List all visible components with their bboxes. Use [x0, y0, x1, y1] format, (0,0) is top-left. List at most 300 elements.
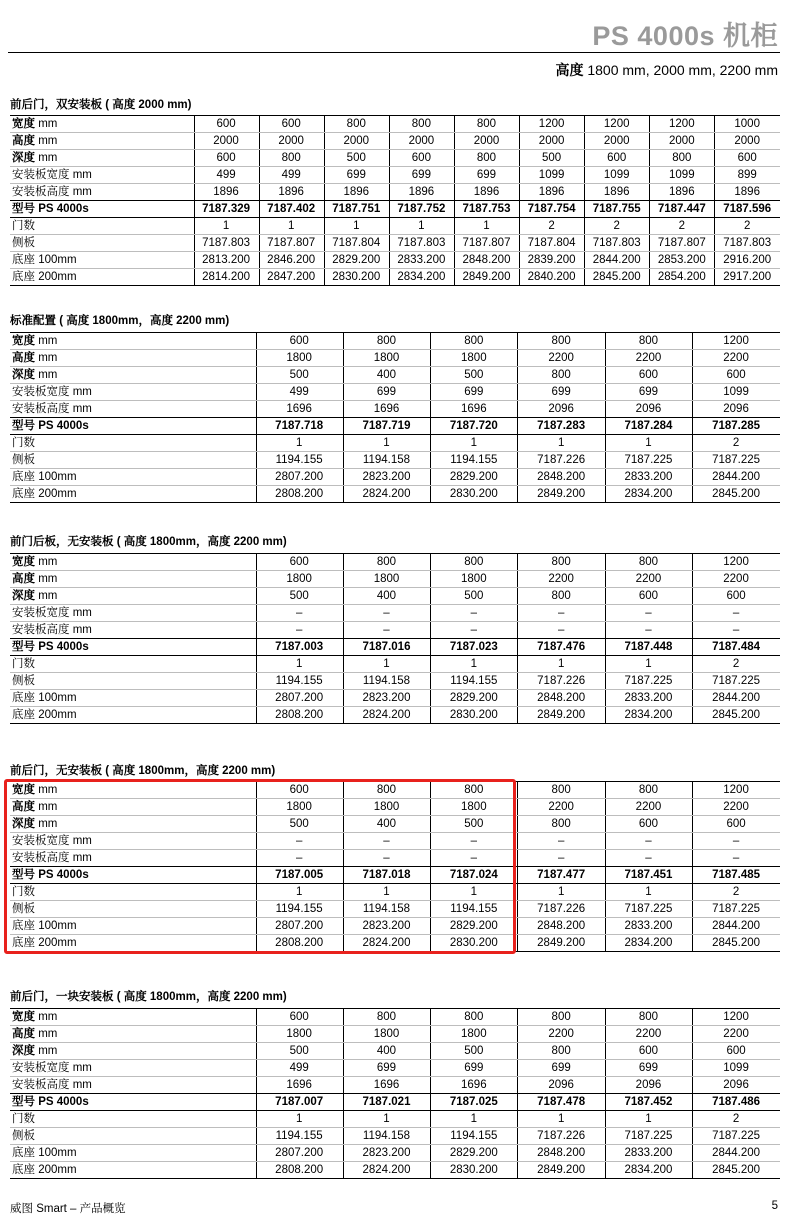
- row-unit: mm: [72, 852, 92, 864]
- table-cell: 600: [256, 782, 343, 799]
- table-cell: 699: [431, 384, 518, 401]
- table-cell: 500: [520, 150, 585, 167]
- row-unit: mm: [72, 1062, 92, 1074]
- table-cell: 7187.804: [520, 235, 585, 252]
- table-row: [10, 269, 780, 286]
- table-cell: 2: [585, 218, 650, 235]
- section-title: 前门后板，无安装板 ( 高度 1800mm，高度 2200 mm): [10, 536, 287, 548]
- table-cell: 800: [518, 554, 605, 571]
- table-row: [10, 435, 780, 452]
- table-cell: 800: [605, 333, 692, 350]
- table-cell: 2808.200: [256, 1162, 343, 1179]
- row-label-text: 底座 200mm: [12, 937, 77, 949]
- row-label-text: 安装板宽度: [12, 169, 70, 181]
- table-cell: 600: [693, 816, 780, 833]
- table-cell: 7187.024: [431, 867, 518, 884]
- footer-caption: 威图 Smart – 产品概览: [10, 1203, 126, 1215]
- row-label: [10, 690, 256, 707]
- row-label: [10, 1094, 256, 1111]
- table-cell: 2824.200: [343, 486, 430, 503]
- row-label-text: 底座 100mm: [12, 692, 77, 704]
- table-cell: 2829.200: [431, 918, 518, 935]
- table-cell: 2000: [585, 133, 650, 150]
- table-cell: 7187.225: [605, 673, 692, 690]
- table-cell: 2200: [605, 1026, 692, 1043]
- table-cell: 2829.200: [431, 469, 518, 486]
- table-cell: 500: [431, 816, 518, 833]
- table-row: [10, 452, 780, 469]
- table-cell: –: [605, 605, 692, 622]
- table-cell: 2916.200: [715, 252, 780, 269]
- table-cell: 7187.751: [324, 201, 389, 218]
- table-cell: 2: [693, 656, 780, 673]
- section-title: 前后门，无安装板 ( 高度 1800mm，高度 2200 mm): [10, 765, 276, 777]
- table-cell: 400: [343, 1043, 430, 1060]
- table-cell: –: [518, 605, 605, 622]
- table-cell: 2000: [194, 133, 259, 150]
- table-cell: 2846.200: [259, 252, 324, 269]
- table-cell: 2847.200: [259, 269, 324, 286]
- row-label-text: 底座 200mm: [12, 709, 77, 721]
- table-cell: 2845.200: [693, 1162, 780, 1179]
- table-row: [10, 367, 780, 384]
- table-row: [10, 690, 780, 707]
- table-cell: 2096: [605, 1077, 692, 1094]
- table-cell: 2848.200: [518, 918, 605, 935]
- table-cell: 7187.021: [343, 1094, 430, 1111]
- row-label: [10, 673, 256, 690]
- table-cell: –: [256, 833, 343, 850]
- table-cell: 499: [256, 384, 343, 401]
- table-cell: 800: [454, 150, 519, 167]
- table-cell: 7187.752: [389, 201, 454, 218]
- table-cell: 7187.719: [343, 418, 430, 435]
- row-unit: mm: [38, 1028, 58, 1040]
- row-label: [10, 435, 256, 452]
- table-cell: 7187.225: [605, 452, 692, 469]
- table-cell: 1: [259, 218, 324, 235]
- row-unit: mm: [72, 186, 92, 198]
- table-cell: 1800: [431, 1026, 518, 1043]
- table-row: [10, 486, 780, 503]
- row-label: [10, 401, 256, 418]
- table-cell: 1: [389, 218, 454, 235]
- table-cell: –: [343, 833, 430, 850]
- row-label: [10, 588, 256, 605]
- row-label-text: 底座 100mm: [12, 1147, 77, 1159]
- table-cell: 1194.158: [343, 1128, 430, 1145]
- table-row: [10, 235, 780, 252]
- table-cell: 7187.803: [389, 235, 454, 252]
- row-label-text: 宽度: [12, 1011, 35, 1023]
- table-row: [10, 333, 780, 350]
- table-cell: 800: [650, 150, 715, 167]
- row-unit: mm: [38, 784, 58, 796]
- table-cell: 600: [256, 554, 343, 571]
- table-cell: 800: [605, 782, 692, 799]
- table-cell: 2833.200: [605, 690, 692, 707]
- row-label: [10, 367, 256, 384]
- table-cell: 1: [343, 884, 430, 901]
- table-cell: 2849.200: [518, 707, 605, 724]
- table-cell: 2807.200: [256, 469, 343, 486]
- page-subtitle: [555, 60, 778, 80]
- row-label-text: 安装板宽度: [12, 1062, 70, 1074]
- table-cell: 699: [605, 384, 692, 401]
- table-cell: 2: [650, 218, 715, 235]
- table-cell: 1200: [693, 554, 780, 571]
- table-cell: 7187.226: [518, 1128, 605, 1145]
- table-cell: 2824.200: [343, 1162, 430, 1179]
- table-cell: 1200: [693, 782, 780, 799]
- row-label-text: 门数: [12, 437, 35, 449]
- table-cell: 2833.200: [389, 252, 454, 269]
- table-cell: 2200: [693, 799, 780, 816]
- row-unit: mm: [72, 624, 92, 636]
- table-cell: 800: [343, 333, 430, 350]
- row-label: [10, 1009, 256, 1026]
- table-cell: 2829.200: [431, 1145, 518, 1162]
- table-cell: 2200: [693, 1026, 780, 1043]
- table-cell: 7187.807: [259, 235, 324, 252]
- table-cell: –: [518, 833, 605, 850]
- table-cell: 7187.803: [194, 235, 259, 252]
- table-cell: 7187.718: [256, 418, 343, 435]
- row-label: [10, 150, 194, 167]
- table-cell: 500: [431, 588, 518, 605]
- table-cell: 600: [605, 367, 692, 384]
- table-cell: 699: [454, 167, 519, 184]
- subtitle-bold: 高度: [555, 62, 584, 78]
- row-label: [10, 269, 194, 286]
- table-cell: 1: [431, 656, 518, 673]
- row-label-text: 安装板高度: [12, 852, 70, 864]
- table-cell: 1800: [431, 571, 518, 588]
- table-cell: 1: [454, 218, 519, 235]
- row-label-text: 底座 200mm: [12, 271, 77, 283]
- table-cell: 2848.200: [454, 252, 519, 269]
- table-cell: 1800: [431, 350, 518, 367]
- table-cell: 1194.155: [431, 1128, 518, 1145]
- table-cell: 2849.200: [454, 269, 519, 286]
- table-cell: 7187.005: [256, 867, 343, 884]
- table-cell: 899: [715, 167, 780, 184]
- table-cell: 2839.200: [520, 252, 585, 269]
- table-cell: 2848.200: [518, 469, 605, 486]
- table-cell: 7187.025: [431, 1094, 518, 1111]
- table-cell: 7187.753: [454, 201, 519, 218]
- row-label: [10, 167, 194, 184]
- table-cell: 2844.200: [585, 252, 650, 269]
- table-cell: 7187.225: [693, 1128, 780, 1145]
- table-cell: 400: [343, 367, 430, 384]
- table-cell: 7187.023: [431, 639, 518, 656]
- table-cell: 1896: [715, 184, 780, 201]
- row-label-text: 侧板: [12, 237, 35, 249]
- table-cell: 2000: [650, 133, 715, 150]
- table-row: [10, 588, 780, 605]
- row-label-text: 底座 100mm: [12, 920, 77, 932]
- table-cell: 500: [431, 1043, 518, 1060]
- row-label-text: 门数: [12, 886, 35, 898]
- table-cell: 800: [431, 782, 518, 799]
- table-row: [10, 1060, 780, 1077]
- table-cell: 2808.200: [256, 707, 343, 724]
- row-unit: mm: [38, 118, 58, 130]
- table-cell: 800: [259, 150, 324, 167]
- table-cell: 2807.200: [256, 918, 343, 935]
- table-cell: 1696: [343, 1077, 430, 1094]
- table-row: [10, 605, 780, 622]
- table-cell: 2807.200: [256, 690, 343, 707]
- table-cell: 7187.485: [693, 867, 780, 884]
- table-row: [10, 1111, 780, 1128]
- table-cell: 699: [605, 1060, 692, 1077]
- row-label: [10, 235, 194, 252]
- table-cell: 600: [194, 150, 259, 167]
- row-label-text: 宽度: [12, 118, 35, 130]
- table-row: [10, 384, 780, 401]
- table-cell: 699: [343, 1060, 430, 1077]
- table-cell: 7187.448: [605, 639, 692, 656]
- table-cell: 600: [693, 1043, 780, 1060]
- table-cell: 800: [454, 116, 519, 133]
- table-row: [10, 1094, 780, 1111]
- section-title: 前后门，双安装板 ( 高度 2000 mm): [10, 99, 192, 111]
- table-cell: 1800: [256, 1026, 343, 1043]
- table-row: [10, 1077, 780, 1094]
- table-cell: 2823.200: [343, 469, 430, 486]
- table-cell: 1: [518, 884, 605, 901]
- table-cell: 2849.200: [518, 935, 605, 952]
- table-cell: 1194.155: [431, 901, 518, 918]
- table-cell: 1: [343, 435, 430, 452]
- table-cell: 1099: [693, 1060, 780, 1077]
- table-cell: 500: [431, 367, 518, 384]
- table-cell: 699: [518, 384, 605, 401]
- table-cell: 1: [256, 1111, 343, 1128]
- row-label-text: 安装板宽度: [12, 386, 70, 398]
- table-row: [10, 469, 780, 486]
- table-row: [10, 201, 780, 218]
- table-cell: 2844.200: [693, 1145, 780, 1162]
- table-cell: 1: [605, 1111, 692, 1128]
- table-cell: 600: [605, 588, 692, 605]
- row-unit: mm: [38, 1045, 58, 1057]
- row-unit: mm: [72, 169, 92, 181]
- table-cell: 7187.284: [605, 418, 692, 435]
- row-label-text: 侧板: [12, 454, 35, 466]
- table-cell: 500: [256, 588, 343, 605]
- table-row: [10, 571, 780, 588]
- table-cell: 600: [715, 150, 780, 167]
- table-cell: 7187.283: [518, 418, 605, 435]
- table-cell: 7187.451: [605, 867, 692, 884]
- table-cell: 800: [605, 1009, 692, 1026]
- table-row: [10, 133, 780, 150]
- section-title: 前后门，一块安装板 ( 高度 1800mm，高度 2200 mm): [10, 991, 287, 1003]
- table-cell: 699: [518, 1060, 605, 1077]
- table-cell: 1696: [256, 1077, 343, 1094]
- table-cell: 500: [256, 816, 343, 833]
- table-cell: –: [693, 622, 780, 639]
- row-label-text: 安装板高度: [12, 186, 70, 198]
- section-title: 标准配置 ( 高度 1800mm，高度 2200 mm): [10, 315, 230, 327]
- table-cell: 1896: [585, 184, 650, 201]
- table-cell: 2830.200: [431, 1162, 518, 1179]
- table-cell: 1099: [585, 167, 650, 184]
- table-cell: 600: [605, 1043, 692, 1060]
- row-label: [10, 1162, 256, 1179]
- table-cell: 2807.200: [256, 1145, 343, 1162]
- table-cell: 2845.200: [693, 486, 780, 503]
- table-cell: 7187.226: [518, 673, 605, 690]
- row-unit: mm: [38, 135, 58, 147]
- table-cell: 1: [605, 435, 692, 452]
- table-cell: 600: [389, 150, 454, 167]
- table-cell: 7187.803: [715, 235, 780, 252]
- table-cell: 1194.155: [431, 452, 518, 469]
- table-cell: 7187.486: [693, 1094, 780, 1111]
- table-cell: 2844.200: [693, 918, 780, 935]
- row-label-text: 底座 200mm: [12, 1164, 77, 1176]
- table-cell: 699: [324, 167, 389, 184]
- table-cell: –: [431, 622, 518, 639]
- table-cell: 7187.225: [693, 901, 780, 918]
- table-cell: 2200: [518, 1026, 605, 1043]
- row-label: [10, 1077, 256, 1094]
- table-cell: 2853.200: [650, 252, 715, 269]
- table-cell: 800: [389, 116, 454, 133]
- table-row: [10, 150, 780, 167]
- table-cell: 800: [431, 333, 518, 350]
- table-cell: 1896: [259, 184, 324, 201]
- row-label-text: 深度: [12, 152, 35, 164]
- table-cell: 1800: [256, 350, 343, 367]
- table-cell: 800: [324, 116, 389, 133]
- table-row: [10, 218, 780, 235]
- table-cell: 2844.200: [693, 469, 780, 486]
- table-cell: 2845.200: [693, 935, 780, 952]
- table-cell: 1: [194, 218, 259, 235]
- table-cell: 1099: [650, 167, 715, 184]
- table-cell: 1194.158: [343, 901, 430, 918]
- table-cell: 2096: [518, 401, 605, 418]
- table-cell: 1800: [256, 571, 343, 588]
- table-cell: 2096: [518, 1077, 605, 1094]
- table-cell: 7187.226: [518, 901, 605, 918]
- row-label-text: 门数: [12, 220, 35, 232]
- row-label: [10, 1060, 256, 1077]
- row-unit: mm: [38, 556, 58, 568]
- table-row: [10, 707, 780, 724]
- table-cell: 2200: [605, 350, 692, 367]
- table-cell: 2823.200: [343, 918, 430, 935]
- table-cell: –: [693, 605, 780, 622]
- table-cell: 2833.200: [605, 469, 692, 486]
- table-cell: –: [693, 850, 780, 867]
- table-cell: 2: [693, 1111, 780, 1128]
- table-cell: 7187.225: [693, 673, 780, 690]
- table-cell: 1696: [343, 401, 430, 418]
- table-cell: 600: [585, 150, 650, 167]
- table-cell: 1696: [256, 401, 343, 418]
- row-unit: mm: [38, 369, 58, 381]
- table-cell: 7187.596: [715, 201, 780, 218]
- row-unit: mm: [38, 152, 58, 164]
- table-cell: 800: [431, 1009, 518, 1026]
- table-cell: 7187.477: [518, 867, 605, 884]
- table-cell: 800: [518, 367, 605, 384]
- row-label-text: 底座 200mm: [12, 488, 77, 500]
- spec-table: [10, 1008, 780, 1179]
- table-cell: 7187.807: [650, 235, 715, 252]
- table-cell: 2000: [520, 133, 585, 150]
- table-cell: 1896: [324, 184, 389, 201]
- header-rule: [8, 52, 780, 53]
- row-label: [10, 1128, 256, 1145]
- table-row: [10, 401, 780, 418]
- row-unit: mm: [38, 801, 58, 813]
- table-cell: 2: [715, 218, 780, 235]
- table-row: [10, 1145, 780, 1162]
- table-cell: 800: [518, 1043, 605, 1060]
- table-cell: 7187.755: [585, 201, 650, 218]
- table-cell: 2823.200: [343, 1145, 430, 1162]
- table-row: [10, 252, 780, 269]
- table-cell: 800: [518, 588, 605, 605]
- table-cell: 2808.200: [256, 935, 343, 952]
- table-cell: –: [256, 850, 343, 867]
- table-cell: 1800: [343, 1026, 430, 1043]
- table-cell: 1194.155: [431, 673, 518, 690]
- table-cell: 2829.200: [431, 690, 518, 707]
- table-cell: 1: [605, 656, 692, 673]
- row-label-text: 高度: [12, 573, 35, 585]
- row-label: [10, 605, 256, 622]
- row-label-text: 深度: [12, 590, 35, 602]
- table-cell: 1200: [693, 333, 780, 350]
- table-cell: 7187.007: [256, 1094, 343, 1111]
- table-cell: –: [343, 605, 430, 622]
- row-unit: mm: [38, 573, 58, 585]
- table-row: [10, 1043, 780, 1060]
- table-cell: 7187.447: [650, 201, 715, 218]
- table-cell: 600: [693, 588, 780, 605]
- table-cell: 1194.155: [256, 901, 343, 918]
- row-label-text: 宽度: [12, 556, 35, 568]
- row-label-text: 型号 PS 4000s: [12, 203, 89, 215]
- table-cell: 2833.200: [605, 1145, 692, 1162]
- table-cell: 2845.200: [585, 269, 650, 286]
- row-unit: mm: [38, 335, 58, 347]
- table-row: [10, 554, 780, 571]
- table-cell: 2844.200: [693, 690, 780, 707]
- table-cell: –: [256, 605, 343, 622]
- row-unit: mm: [38, 818, 58, 830]
- table-cell: 2834.200: [605, 707, 692, 724]
- table-cell: 1: [324, 218, 389, 235]
- table-cell: 7187.476: [518, 639, 605, 656]
- row-label-text: 深度: [12, 818, 35, 830]
- table-cell: 500: [256, 367, 343, 384]
- table-cell: 800: [518, 782, 605, 799]
- page-title: PS 4000s 机柜: [592, 21, 778, 51]
- table-cell: 2: [693, 435, 780, 452]
- table-cell: 1: [343, 1111, 430, 1128]
- spec-table: [10, 115, 780, 286]
- table-cell: 1: [256, 884, 343, 901]
